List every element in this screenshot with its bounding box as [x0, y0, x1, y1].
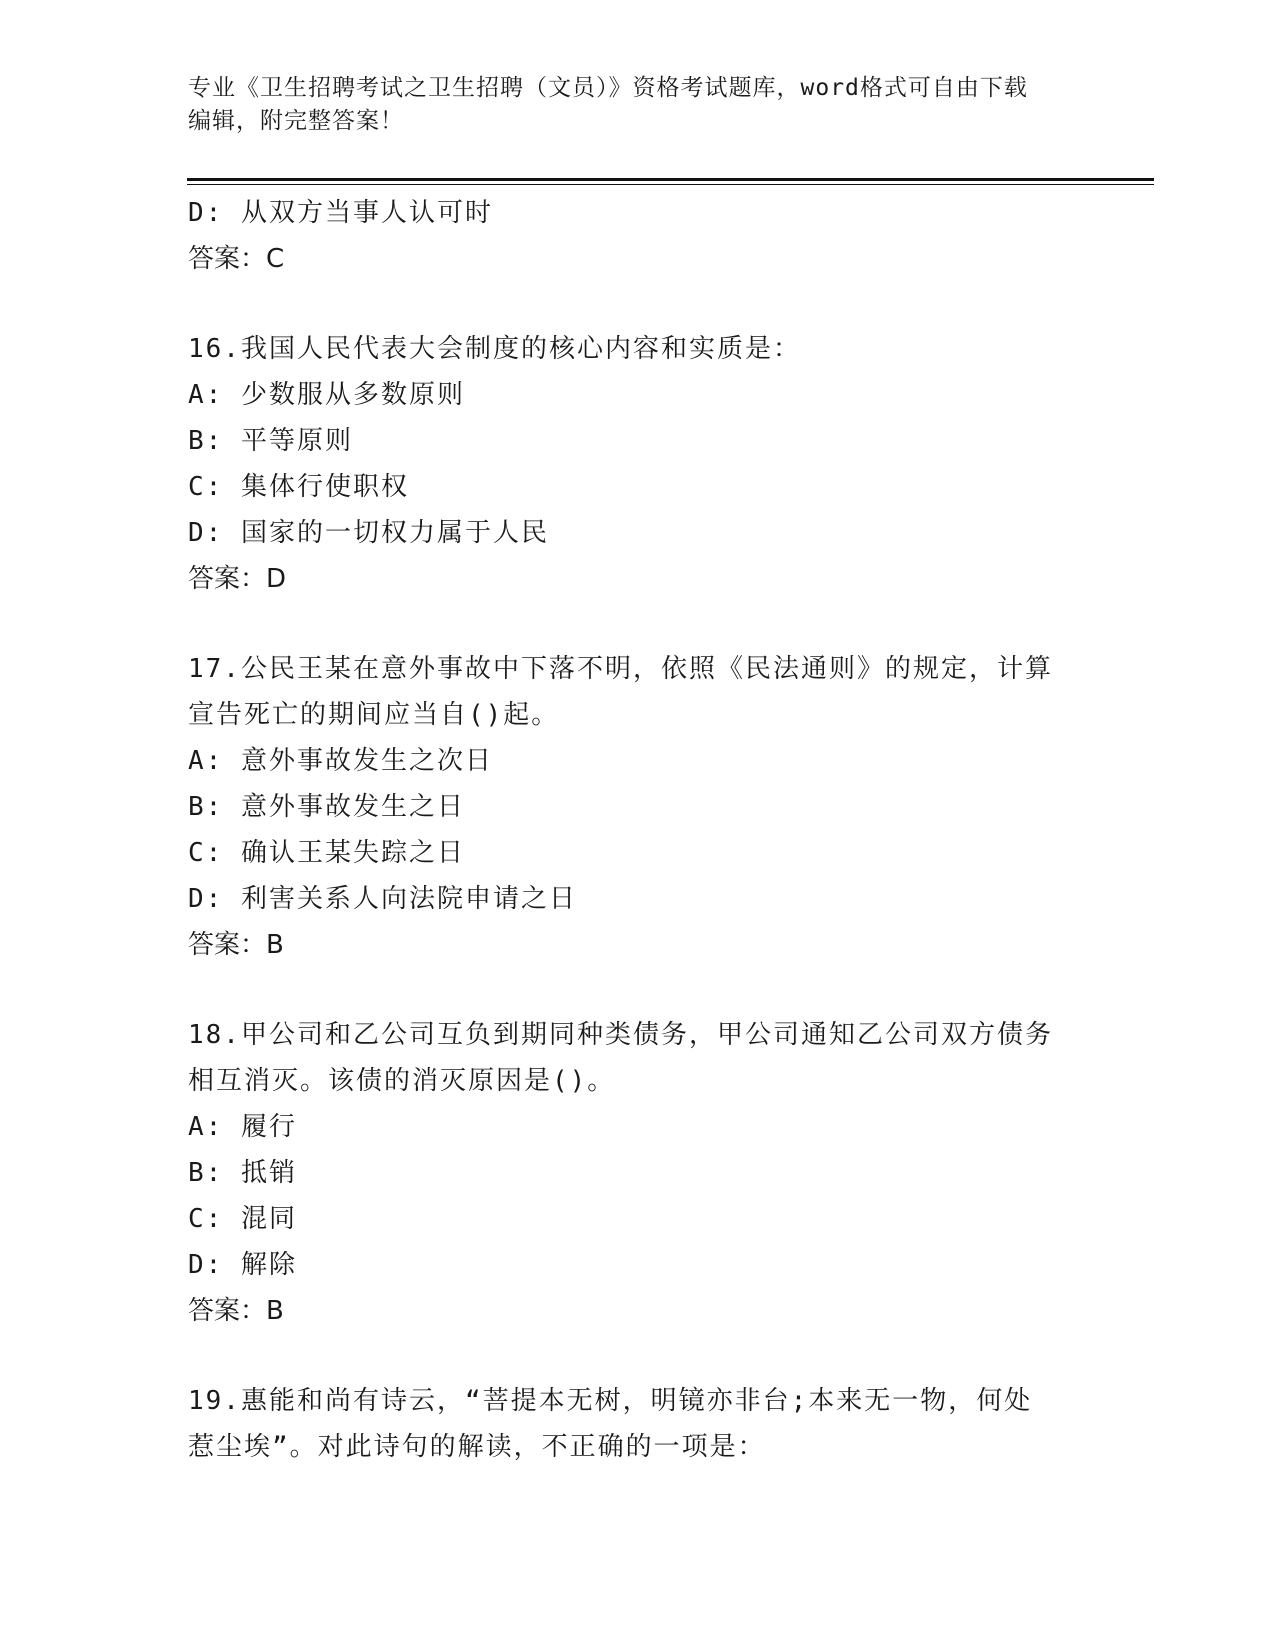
option-a: A: 意外事故发生之次日 — [188, 746, 493, 776]
option-c: C: 集体行使职权 — [188, 472, 409, 502]
option-c: C: 混同 — [188, 1204, 297, 1234]
question-text: 16.我国人民代表大会制度的核心内容和实质是： — [188, 334, 801, 364]
option-d: D: 解除 — [188, 1250, 297, 1280]
question-text-line-2: 相互消灭。该债的消灭原因是()。 — [188, 1066, 616, 1096]
header-divider-thin — [187, 184, 1154, 185]
question-18 — [188, 1012, 1088, 1334]
option-b: B: 抵销 — [188, 1158, 297, 1188]
answer: 答案：B — [188, 930, 284, 960]
spacer — [188, 282, 1088, 326]
answer: 答案：D — [188, 564, 287, 594]
question-text-line-2: 惹尘埃”。对此诗句的解读，不正确的一项是： — [188, 1432, 766, 1462]
prev-answer: 答案：C — [188, 244, 285, 274]
question-16 — [188, 326, 1088, 602]
question-text-line-2: 宣告死亡的期间应当自()起。 — [188, 700, 560, 730]
option-b: B: 平等原则 — [188, 426, 353, 456]
option-c: C: 确认王某失踪之日 — [188, 838, 465, 868]
question-text-line-1: 19.惠能和尚有诗云，“菩提本无树，明镜亦非台;本来无一物，何处 — [188, 1386, 1033, 1416]
question-17 — [188, 646, 1088, 968]
option-d: D: 国家的一切权力属于人民 — [188, 518, 549, 548]
spacer — [188, 968, 1088, 1012]
option-a: A: 履行 — [188, 1112, 297, 1142]
question-content — [188, 190, 1088, 1470]
question-text-line-1: 17.公民王某在意外事故中下落不明，依照《民法通则》的规定，计算 — [188, 654, 1053, 684]
option-b: B: 意外事故发生之日 — [188, 792, 465, 822]
header-divider-thick — [187, 178, 1154, 181]
answer: 答案：B — [188, 1296, 284, 1326]
header-line-1: 专业《卫生招聘考试之卫生招聘（文员）》资格考试题库，word格式可自由下载 — [188, 75, 1028, 101]
document-header — [188, 72, 1088, 138]
option-d: D: 利害关系人向法院申请之日 — [188, 884, 577, 914]
option-a: A: 少数服从多数原则 — [188, 380, 465, 410]
question-text-line-1: 18.甲公司和乙公司互负到期同种类债务，甲公司通知乙公司双方债务 — [188, 1020, 1053, 1050]
spacer — [188, 602, 1088, 646]
header-line-2: 编辑，附完整答案！ — [188, 108, 404, 134]
spacer — [188, 1334, 1088, 1378]
question-19 — [188, 1378, 1088, 1470]
prev-option-d: D: 从双方当事人认可时 — [188, 198, 493, 228]
